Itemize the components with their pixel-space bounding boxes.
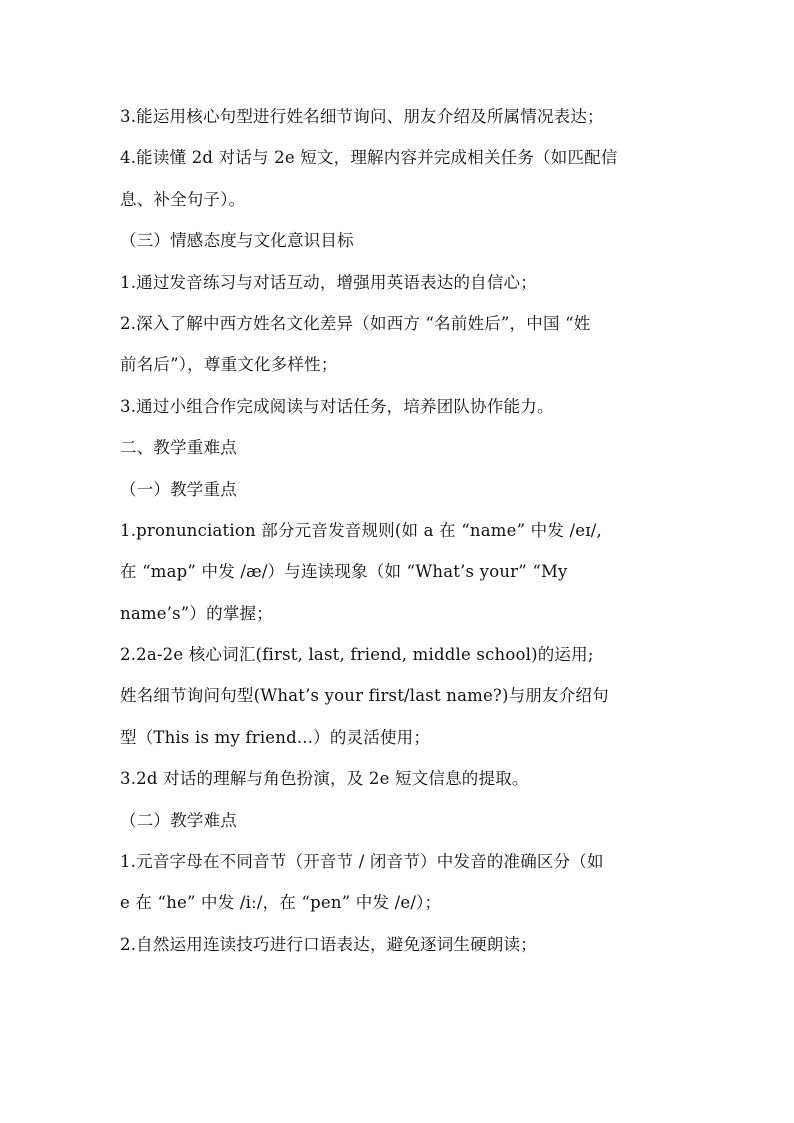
- emotion-line-1: 1.通过发音练习与对话互动，增强用英语表达的自信心；: [120, 272, 537, 292]
- section-heading-emotion: （三）情感态度与文化意识目标: [120, 231, 354, 251]
- difficult-point-line-2: 2.自然运用连读技巧进行口语表达，避免逐词生硬朗读；: [120, 934, 537, 954]
- document-page: [120, 103, 680, 972]
- difficult-point-line-1: 1.元音字母在不同音节（开音节 / 闭音节）中发音的准确区分（如: [120, 852, 604, 872]
- key-point-line-1: 1.pronunciation 部分元音发音规则(如 a 在 “name” 中发 /eɪ/,: [120, 520, 602, 540]
- objective-line-4: 4.能读懂 2d 对话与 2e 短文，理解内容并完成相关任务（如匹配信: [120, 148, 618, 168]
- emotion-line-2: 2.深入了解中西方姓名文化差异（如西方 “名前姓后”，中国 “姓: [120, 313, 591, 333]
- key-point-line-2-cont-a: 姓名细节询问句型(What’s your first/last name?)与朋友介绍句: [120, 686, 609, 706]
- key-point-line-1-cont-b: name’s”）的掌握；: [120, 603, 273, 623]
- difficult-point-line-1-cont: e 在 “he” 中发 /iː/，在 “pen” 中发 /e/）；: [120, 893, 442, 913]
- objective-line-4-cont: 息、补全句子）。: [120, 189, 246, 209]
- section-heading-key-difficult: 二、教学重难点: [120, 438, 237, 458]
- key-point-line-1-cont-a: 在 “map” 中发 /æ/）与连读现象（如 “What’s your” “My: [120, 562, 568, 582]
- subheading-difficult-points: （二）教学难点: [120, 810, 237, 830]
- objective-line-3: 3.能运用核心句型进行姓名细节询问、朋友介绍及所属情况表达；: [120, 107, 604, 126]
- key-point-line-2-cont-b: 型（This is my friend...）的灵活使用；: [120, 727, 431, 747]
- emotion-line-2-cont: 前名后”），尊重文化多样性；: [120, 355, 338, 375]
- key-point-line-2: 2.2a-2e 核心词汇(first, last, friend, middle school)的运用;: [120, 645, 594, 665]
- subheading-key-points: （一）教学重点: [120, 479, 237, 499]
- emotion-line-3: 3.通过小组合作完成阅读与对话任务，培养团队协作能力。: [120, 396, 554, 416]
- key-point-line-3: 3.2d 对话的理解与角色扮演，及 2e 短文信息的提取。: [120, 769, 529, 789]
